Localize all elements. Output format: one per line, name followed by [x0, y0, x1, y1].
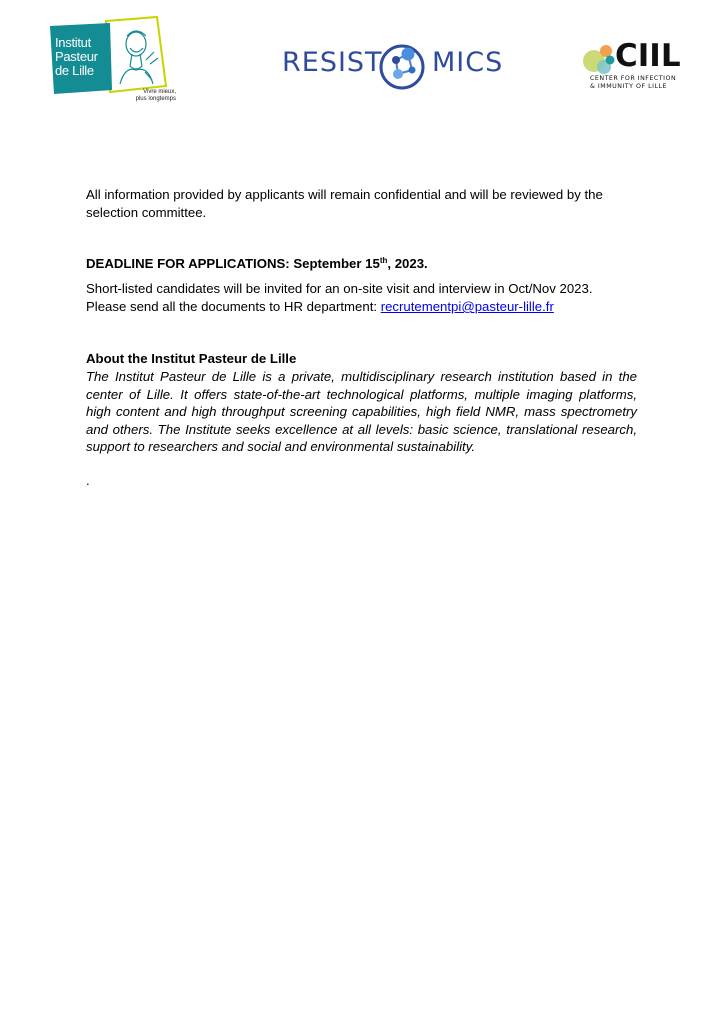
send-documents-line — [86, 298, 637, 316]
ipl-name-line-2: Pasteur — [55, 49, 98, 64]
institut-pasteur-slogan — [116, 89, 176, 103]
deadline-year: , 2023. — [387, 256, 428, 271]
deadline-line — [86, 255, 637, 273]
ipl-slogan-line-2: plus longtemps — [135, 96, 176, 102]
ciil-dots-icon — [582, 43, 616, 75]
trailing-dot: . — [86, 473, 90, 488]
ciil-logo — [582, 40, 692, 98]
hr-email-link[interactable]: recrutementpi@pasteur-lille.fr — [380, 299, 554, 314]
page-header — [0, 0, 722, 120]
molecule-icon — [376, 40, 428, 92]
ipl-name-line-3: de Lille — [55, 63, 94, 78]
ciil-subtitle — [590, 75, 676, 91]
about-paragraph: The Institut Pasteur de Lille is a private, multidisciplinary research institution based in the center of Lille. It offers state-of-the-art technological platforms, multiple imaging platforms, high content and high throughput screening capabilities, high field NMR, mass spectrometry and others. The Institute seeks excellence at all levels: basic science, translational research, support to researchers and social and environmental sustainability. — [86, 369, 637, 455]
ciil-subtitle-line-2: & IMMUNITY OF LILLE — [590, 83, 667, 90]
deadline-ordinal: th — [379, 256, 388, 265]
ciil-subtitle-line-1: CENTER FOR INFECTION — [590, 75, 677, 82]
ciil-wordmark: CIIL — [615, 38, 681, 74]
resistomics-logo — [282, 40, 504, 92]
send-documents-text: Please send all the documents to HR department: — [86, 299, 381, 314]
shortlisted-paragraph: Short-listed candidates will be invited for an on-site visit and interview in Oct/Nov 2023. — [86, 281, 593, 296]
resistomics-text-right: MICS — [432, 47, 504, 78]
ipl-name-line-1: Institut — [55, 35, 91, 50]
confidentiality-paragraph: All information provided by applicants will remain confidential and will be reviewed by the selection committee. — [86, 187, 603, 220]
deadline-text: DEADLINE FOR APPLICATIONS: September 15 — [86, 256, 380, 271]
institut-pasteur-name — [55, 36, 115, 78]
about-heading: About the Institut Pasteur de Lille — [86, 351, 297, 366]
ipl-slogan-line-1: Vivre mieux, — [143, 89, 176, 95]
resistomics-text-left: RESIST — [282, 47, 383, 78]
institut-pasteur-logo — [50, 14, 176, 108]
